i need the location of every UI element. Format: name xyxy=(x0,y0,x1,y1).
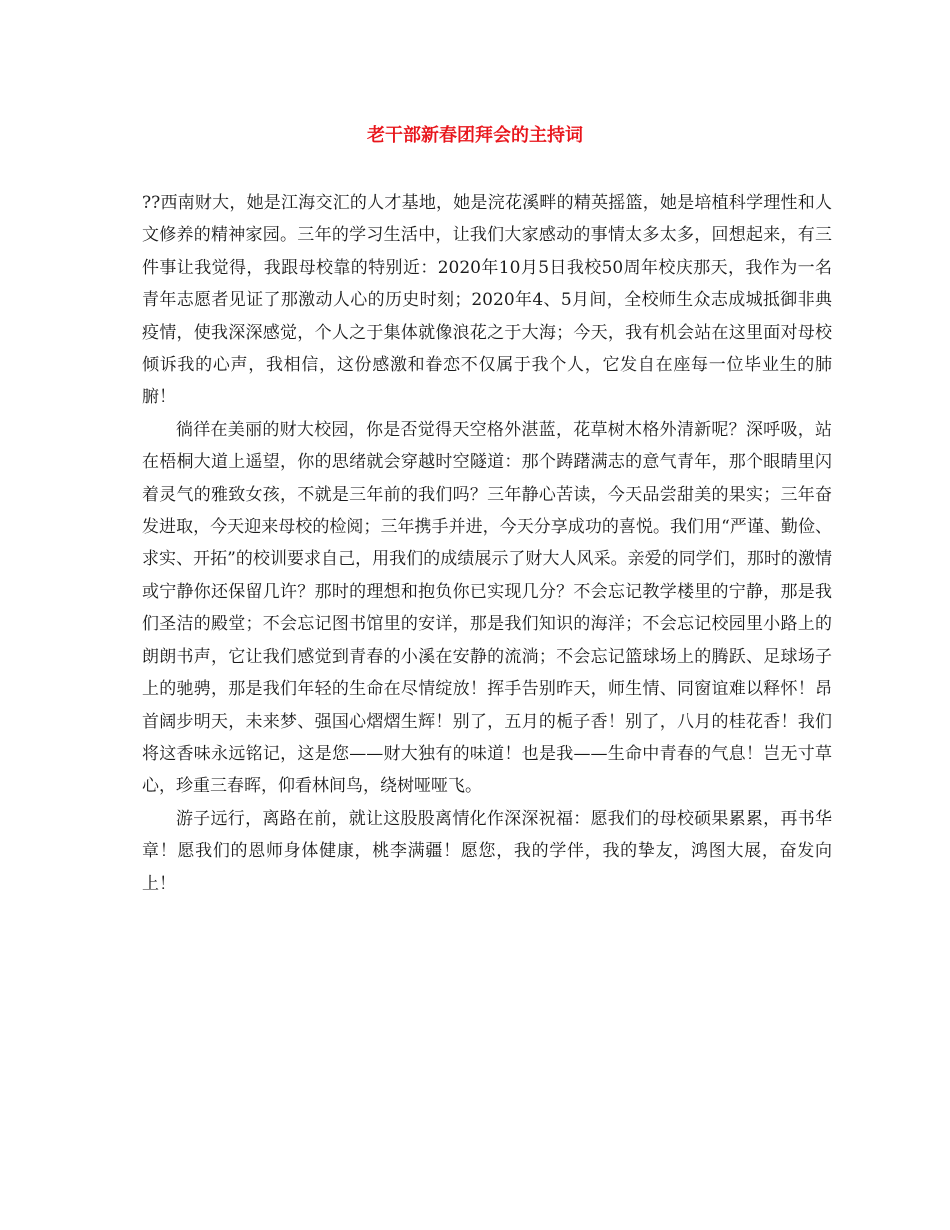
document-body xyxy=(142,187,832,900)
paragraph-1: ??西南财大，她是江海交汇的人才基地，她是浣花溪畔的精英摇篮，她是培植科学理性和人文修养的精神家园。三年的学习生活中，让我们大家感动的事情太多太多，回想起来，有三件事让我觉得，我跟母校靠的特别近：2020年10月5日我校50周年校庆那天，我作为一名青年志愿者见证了那激动人心的历史时刻；2020年4、5月间，全校师生众志成城抵御非典疫情，使我深深感觉，个人之于集体就像浪花之于大海；今天，我有机会站在这里面对母校倾诉我的心声，我相信，这份感激和眷恋不仅属于我个人，它发自在座每一位毕业生的肺腑！ xyxy=(142,193,832,408)
paragraph-2: 徜徉在美丽的财大校园，你是否觉得天空格外湛蓝，花草树木格外清新呢？深呼吸，站在梧桐大道上遥望，你的思绪就会穿越时空隧道：那个踌躇满志的意气青年，那个眼睛里闪着灵气的雅致女孩，不就是三年前的我们吗？三年静心苦读，今天品尝甜美的果实；三年奋发进取，今天迎来母校的检阅；三年携手并进，今天分享成功的喜悦。我们用“严谨、勤俭、求实、开拓”的校训要求自己，用我们的成绩展示了财大人风采。亲爱的同学们，那时的激情或宁静你还保留几许？那时的理想和抱负你已实现几分？不会忘记教学楼里的宁静，那是我们圣洁的殿堂；不会忘记图书馆里的安详，那是我们知识的海洋；不会忘记校园里小路上的朗朗书声，它让我们感觉到青春的小溪在安静的流淌；不会忘记篮球场上的腾跃、足球场子上的驰骋，那是我们年轻的生命在尽情绽放！挥手告别昨天，师生情、同窗谊难以释怀！昂首阔步明天，未来梦、强国心熠熠生辉！别了，五月的栀子香！别了，八月的桂花香！我们将这香味永远铭记，这是您——财大独有的味道！也是我——生命中青春的气息！岂无寸草心，珍重三春晖，仰看林间鸟，绕树哑哑飞。 xyxy=(142,419,832,797)
document-title: 老干部新春团拜会的主持词 xyxy=(367,125,583,146)
paragraph-3: 游子远行，离路在前，就让这股股离情化作深深祝福：愿我们的母校硕果累累，再书华章！愿我们的恩师身体健康，桃李满疆！愿您，我的学伴，我的挚友，鸿图大展，奋发向上！ xyxy=(142,808,832,894)
